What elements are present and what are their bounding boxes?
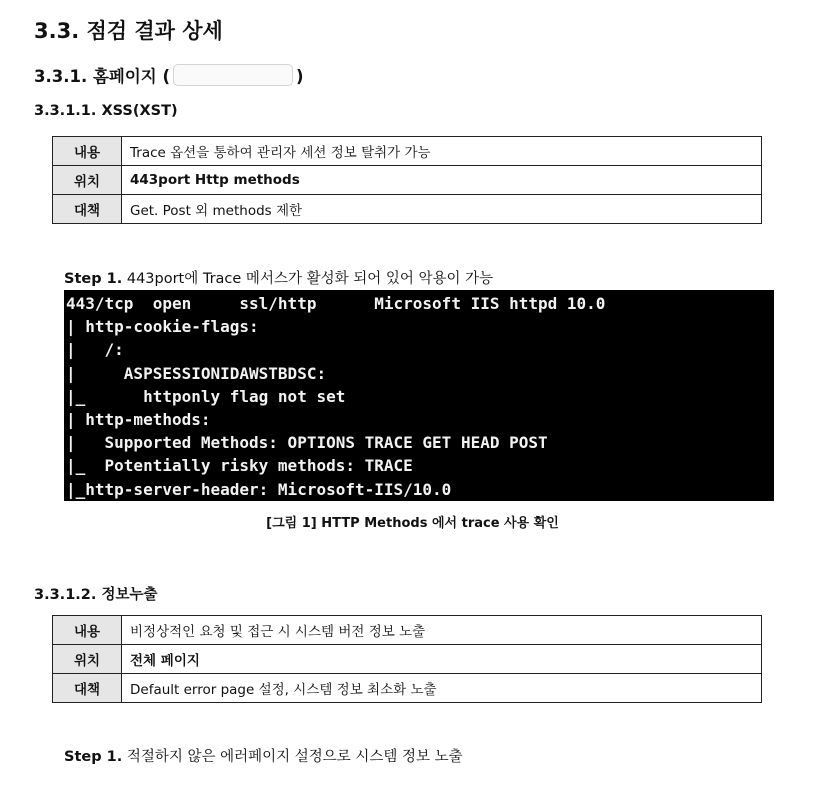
redacted-box: [173, 64, 293, 86]
row-label: 위치: [53, 166, 122, 195]
terminal-line: | http-cookie-flags:: [66, 317, 259, 337]
subsection-title-suffix: ): [296, 67, 304, 86]
terminal-line: |_ httponly flag not set: [66, 386, 346, 406]
subsection-title-info-leak: 3.3.1.2. 정보누출: [34, 587, 158, 603]
row-label: 대책: [53, 674, 122, 703]
terminal-line: | ASPSESSIONIDAWSTBDSC:: [66, 363, 327, 383]
terminal-line: |_ Potentially risky methods: TRACE: [66, 456, 413, 476]
step-1-info-leak: [64, 745, 463, 766]
table-row: [53, 195, 762, 224]
step-text: 443port에 Trace 메서스가 활성화 되어 있어 악용이 가능: [122, 271, 494, 287]
table-row: [53, 616, 762, 645]
figure-caption: [그림 1] HTTP Methods 에서 trace 사용 확인: [266, 516, 559, 531]
subsection-title-prefix: 3.3.1. 홈페이지 (: [34, 67, 171, 86]
table-row: [53, 137, 762, 166]
step-text: 적절하지 않은 에러페이지 설정으로 시스템 정보 노출: [122, 749, 463, 765]
row-value: Default error page 설정, 시스템 정보 최소화 노출: [122, 674, 762, 703]
xss-info-table: [52, 136, 762, 224]
row-label: 대책: [53, 195, 122, 224]
row-label: 내용: [53, 137, 122, 166]
step-label: Step 1.: [64, 749, 123, 765]
info-leak-table: [52, 615, 762, 703]
row-value: 443port Http methods: [122, 166, 762, 195]
subsection-title-homepage: [34, 63, 304, 87]
subsection-title-xss: 3.3.1.1. XSS(XST): [34, 103, 178, 119]
row-label: 위치: [53, 645, 122, 674]
terminal-screenshot: [64, 290, 774, 501]
step-label: Step 1.: [64, 271, 123, 287]
table-row: [53, 645, 762, 674]
terminal-line: 443/tcp open ssl/http Microsoft IIS httpd 10.0: [66, 294, 606, 313]
section-title: 3.3. 점검 결과 상세: [34, 19, 223, 43]
row-label: 내용: [53, 616, 122, 645]
terminal-line: | http-methods:: [66, 409, 211, 429]
row-value: 전체 페이지: [122, 645, 762, 674]
table-row: [53, 166, 762, 195]
row-value: 비정상적인 요청 및 접근 시 시스템 버전 정보 노출: [122, 616, 762, 645]
table-row: [53, 674, 762, 703]
terminal-line: | /:: [66, 340, 124, 360]
terminal-line: |_http-server-header: Microsoft-IIS/10.0: [66, 479, 452, 499]
row-value: Get. Post 외 methods 제한: [122, 195, 762, 224]
step-1-xss: [64, 267, 493, 288]
terminal-line: | Supported Methods: OPTIONS TRACE GET HEAD POST: [66, 433, 548, 453]
row-value: Trace 옵션을 통하여 관리자 세션 정보 탈취가 가능: [122, 137, 762, 166]
